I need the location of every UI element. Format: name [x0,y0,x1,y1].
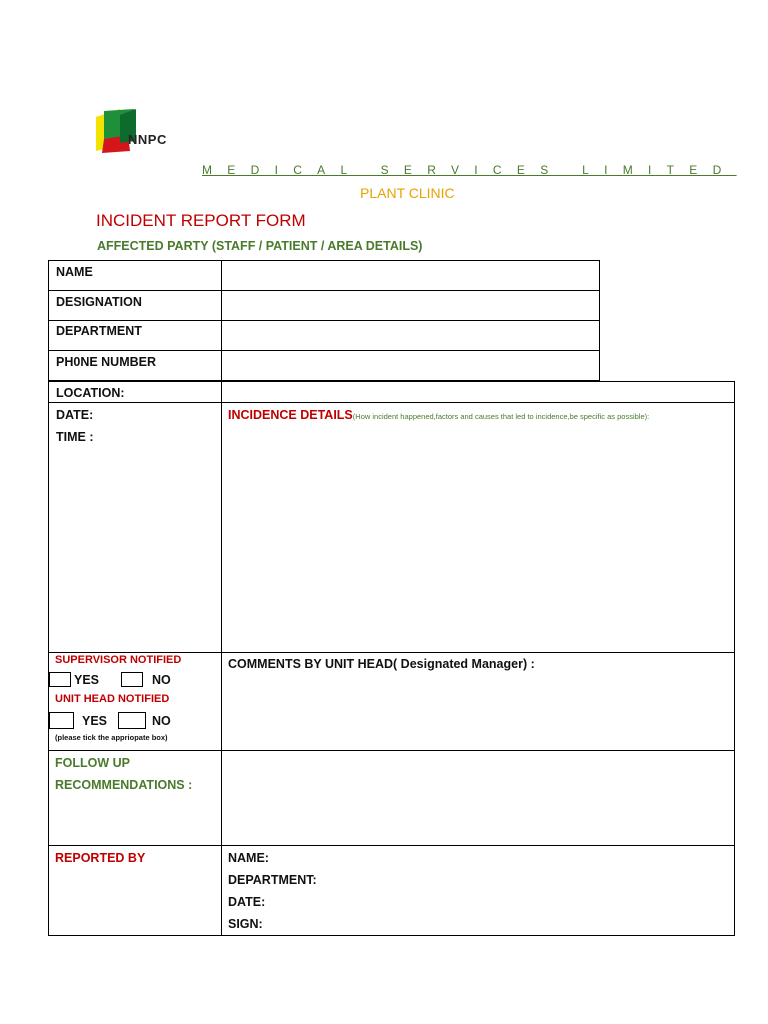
clinic-name: PLANT CLINIC [360,185,455,201]
reported-by-label: REPORTED BY [55,851,146,865]
recommendations-field[interactable] [222,751,734,844]
reporter-date-label: DATE: [228,895,266,909]
time-label: TIME : [56,430,94,444]
supervisor-yes-label: YES [74,673,100,687]
unit-head-yes-label: YES [82,714,108,728]
follow-up-label: FOLLOW UP [55,756,130,770]
designation-field[interactable] [222,291,599,320]
logo-text: NNPC [128,132,167,147]
comments-field[interactable] [222,675,734,749]
incidence-details-label: INCIDENCE DETAILS(How incident happened,factors and causes that led to incidence,be specific as possible): [228,408,650,422]
unit-head-no-checkbox[interactable] [118,712,146,729]
reporter-department-label: DEPARTMENT: [228,873,317,887]
company-name: MEDICAL SERVICES LIMITED [202,163,737,177]
nnpc-logo [90,95,200,165]
phone-label: PH0NE NUMBER [56,355,157,369]
recommendations-label: RECOMMENDATIONS : [55,778,193,792]
tick-note: (please tick the appriopate box) [55,733,168,742]
designation-label: DESIGNATION [56,295,142,309]
incidence-details-hint: (How incident happened,factors and causes that led to incidence,be specific as possible): [352,412,650,421]
supervisor-notified-label: SUPERVISOR NOTIFIED [55,654,182,666]
name-label: NAME [56,265,93,279]
incidence-details-field[interactable] [222,425,734,651]
location-field[interactable] [222,382,734,402]
supervisor-no-checkbox[interactable] [121,672,143,687]
department-field[interactable] [222,321,599,350]
reporter-sign-label: SIGN: [228,917,263,931]
unit-head-no-label: NO [152,714,171,728]
section-title: AFFECTED PARTY (STAFF / PATIENT / AREA DETAILS) [97,239,423,253]
location-label: LOCATION: [56,386,125,400]
form-title: INCIDENT REPORT FORM [96,211,306,230]
supervisor-no-label: NO [152,673,171,687]
date-label: DATE: [56,408,94,422]
name-field[interactable] [222,261,599,290]
department-label: DEPARTMENT [56,324,142,338]
unit-head-yes-checkbox[interactable] [49,712,74,729]
unit-head-notified-label: UNIT HEAD NOTIFIED [55,693,170,705]
supervisor-yes-checkbox[interactable] [49,672,71,687]
reporter-name-label: NAME: [228,851,269,865]
comments-label: COMMENTS BY UNIT HEAD( Designated Manager) : [228,657,535,671]
phone-field[interactable] [222,351,599,380]
